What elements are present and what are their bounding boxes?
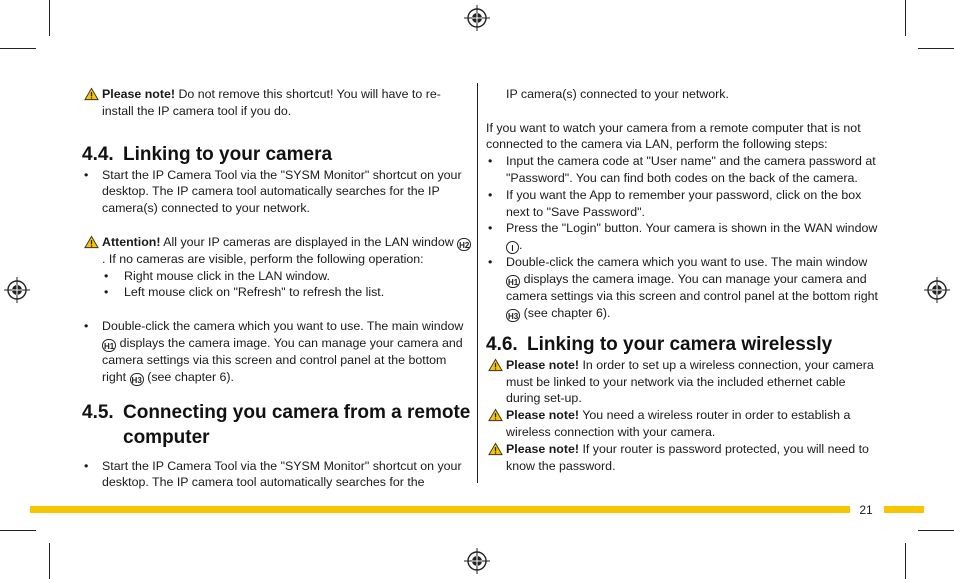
list-item bbox=[486, 220, 878, 254]
crop-mark bbox=[0, 48, 36, 49]
badge-i: I bbox=[506, 241, 519, 254]
section-title: Connecting you camera from a remote computer bbox=[123, 401, 471, 448]
note-paragraph bbox=[486, 407, 878, 441]
bullet-list bbox=[82, 318, 472, 386]
note-label: Please note! bbox=[506, 441, 579, 456]
crop-mark bbox=[905, 543, 906, 579]
bullet: • bbox=[84, 318, 89, 333]
list-item-text: Double-click the camera which you want to use. The main window bbox=[102, 318, 464, 333]
note-paragraph bbox=[82, 86, 472, 120]
badge-h1: H1 bbox=[102, 339, 116, 352]
list-item-text: Right mouse click in the LAN window. bbox=[124, 268, 330, 283]
list-item-text: If you want the App to remember your password, click on the box next to "Save Password". bbox=[506, 187, 862, 219]
section-title: Linking to your camera wirelessly bbox=[527, 333, 833, 355]
note-text: In order to set up a wireless connection, your camera must be linked to your network via the included ethernet cable during set-up. bbox=[506, 357, 874, 406]
warning-icon bbox=[84, 235, 99, 249]
list-item bbox=[82, 318, 472, 386]
registration-mark-icon bbox=[464, 548, 490, 574]
section-number: 4.4. bbox=[82, 143, 114, 165]
list-item bbox=[82, 458, 472, 492]
warning-icon bbox=[84, 87, 99, 101]
list-item-text: (see chapter 6). bbox=[143, 369, 235, 384]
badge-h3: H3 bbox=[130, 373, 144, 386]
attention-paragraph bbox=[82, 234, 472, 268]
crop-mark bbox=[49, 543, 50, 579]
note-label: Please note! bbox=[102, 87, 175, 101]
registration-mark-icon bbox=[4, 277, 30, 303]
note-text: Do not remove this shortcut! You will have to re-install the IP camera tool if you do. bbox=[102, 87, 441, 118]
crop-mark bbox=[918, 530, 954, 531]
footer-bar bbox=[30, 506, 850, 513]
list-item bbox=[486, 254, 878, 322]
bullet: • bbox=[488, 255, 493, 270]
badge-h1: H1 bbox=[506, 275, 520, 288]
list-item-text: Left mouse click on "Refresh" to refresh the list. bbox=[124, 285, 385, 300]
crop-mark bbox=[905, 0, 906, 36]
list-item-text: displays the camera image. You can manage your camera and camera settings via this screen and control panel at the bottom right bbox=[102, 335, 463, 384]
intro-paragraph: If you want to watch your camera from a remote computer that is not connected to the camera via LAN, perform the following steps: bbox=[486, 120, 861, 152]
column-divider bbox=[477, 83, 478, 483]
bullet: • bbox=[488, 154, 493, 169]
section-number: 4.5. bbox=[82, 401, 114, 423]
bullet-list bbox=[82, 458, 472, 492]
badge-h3: H3 bbox=[506, 309, 520, 322]
note-paragraph bbox=[486, 357, 878, 407]
left-column bbox=[82, 86, 472, 491]
badge-h2: H2 bbox=[457, 238, 471, 251]
attention-text: All your IP cameras are displayed in the LAN window bbox=[160, 234, 458, 249]
note-text: You need a wireless router in order to establish a wireless connection with your camera. bbox=[506, 408, 851, 439]
section-number: 4.6. bbox=[486, 333, 518, 355]
list-item bbox=[82, 268, 472, 285]
bullet: • bbox=[488, 221, 493, 236]
crop-mark bbox=[0, 530, 36, 531]
note-label: Please note! bbox=[506, 357, 579, 372]
bullet: • bbox=[104, 285, 109, 300]
attention-text: . If no cameras are visible, perform the following operation: bbox=[102, 251, 424, 266]
attention-label: Attention! bbox=[102, 234, 161, 249]
list-item-text: Start the IP Camera Tool via the "SYSM Monitor" shortcut on your desktop. The IP camera tool automatically searches for the bbox=[102, 458, 462, 490]
note-text: If your router is password protected, you will need to know the password. bbox=[506, 441, 869, 473]
warning-icon bbox=[488, 442, 503, 456]
list-item-text: Start the IP Camera Tool via the "SYSM Monitor" shortcut on your desktop. The IP camera tool automatically searches for the IP camera(s) connected to your network. bbox=[102, 167, 462, 216]
bullet: • bbox=[488, 187, 493, 202]
warning-icon bbox=[488, 408, 503, 422]
list-item bbox=[486, 187, 878, 221]
continued-text: IP camera(s) connected to your network. bbox=[506, 87, 729, 101]
registration-mark-icon bbox=[464, 5, 490, 31]
crop-mark bbox=[49, 0, 50, 36]
list-item bbox=[82, 284, 472, 301]
list-item bbox=[82, 167, 472, 217]
page-number: 21 bbox=[859, 503, 873, 517]
bullet: • bbox=[104, 268, 109, 283]
warning-icon bbox=[488, 358, 503, 372]
list-item-text: Press the "Login" button. Your camera is shown in the WAN window bbox=[506, 221, 878, 236]
right-column bbox=[486, 86, 878, 474]
list-item-text: (see chapter 6). bbox=[520, 305, 611, 320]
section-title: Linking to your camera bbox=[123, 143, 333, 165]
crop-mark bbox=[918, 48, 954, 49]
list-item-text: . bbox=[519, 238, 523, 253]
footer-bar bbox=[884, 506, 924, 513]
section-heading-4-4 bbox=[82, 142, 472, 167]
sub-bullet-list bbox=[82, 268, 472, 302]
registration-mark-icon bbox=[924, 277, 950, 303]
bullet-list bbox=[486, 153, 878, 322]
note-paragraph bbox=[486, 441, 878, 475]
bullet: • bbox=[84, 167, 89, 182]
bullet: • bbox=[84, 458, 89, 473]
bullet-list bbox=[82, 167, 472, 217]
list-item-text: Double-click the camera which you want to use. The main window bbox=[506, 255, 868, 270]
list-item-text: Input the camera code at "User name" and the camera password at "Password". You can find both codes on the back of the camera. bbox=[506, 154, 876, 185]
list-item-text: displays the camera image. You can manage your camera and camera settings via this screen and control panel at the bottom right bbox=[506, 271, 878, 303]
list-item bbox=[486, 153, 878, 187]
section-heading-4-5 bbox=[82, 400, 472, 450]
section-heading-4-6 bbox=[486, 332, 878, 357]
note-label: Please note! bbox=[506, 408, 579, 423]
